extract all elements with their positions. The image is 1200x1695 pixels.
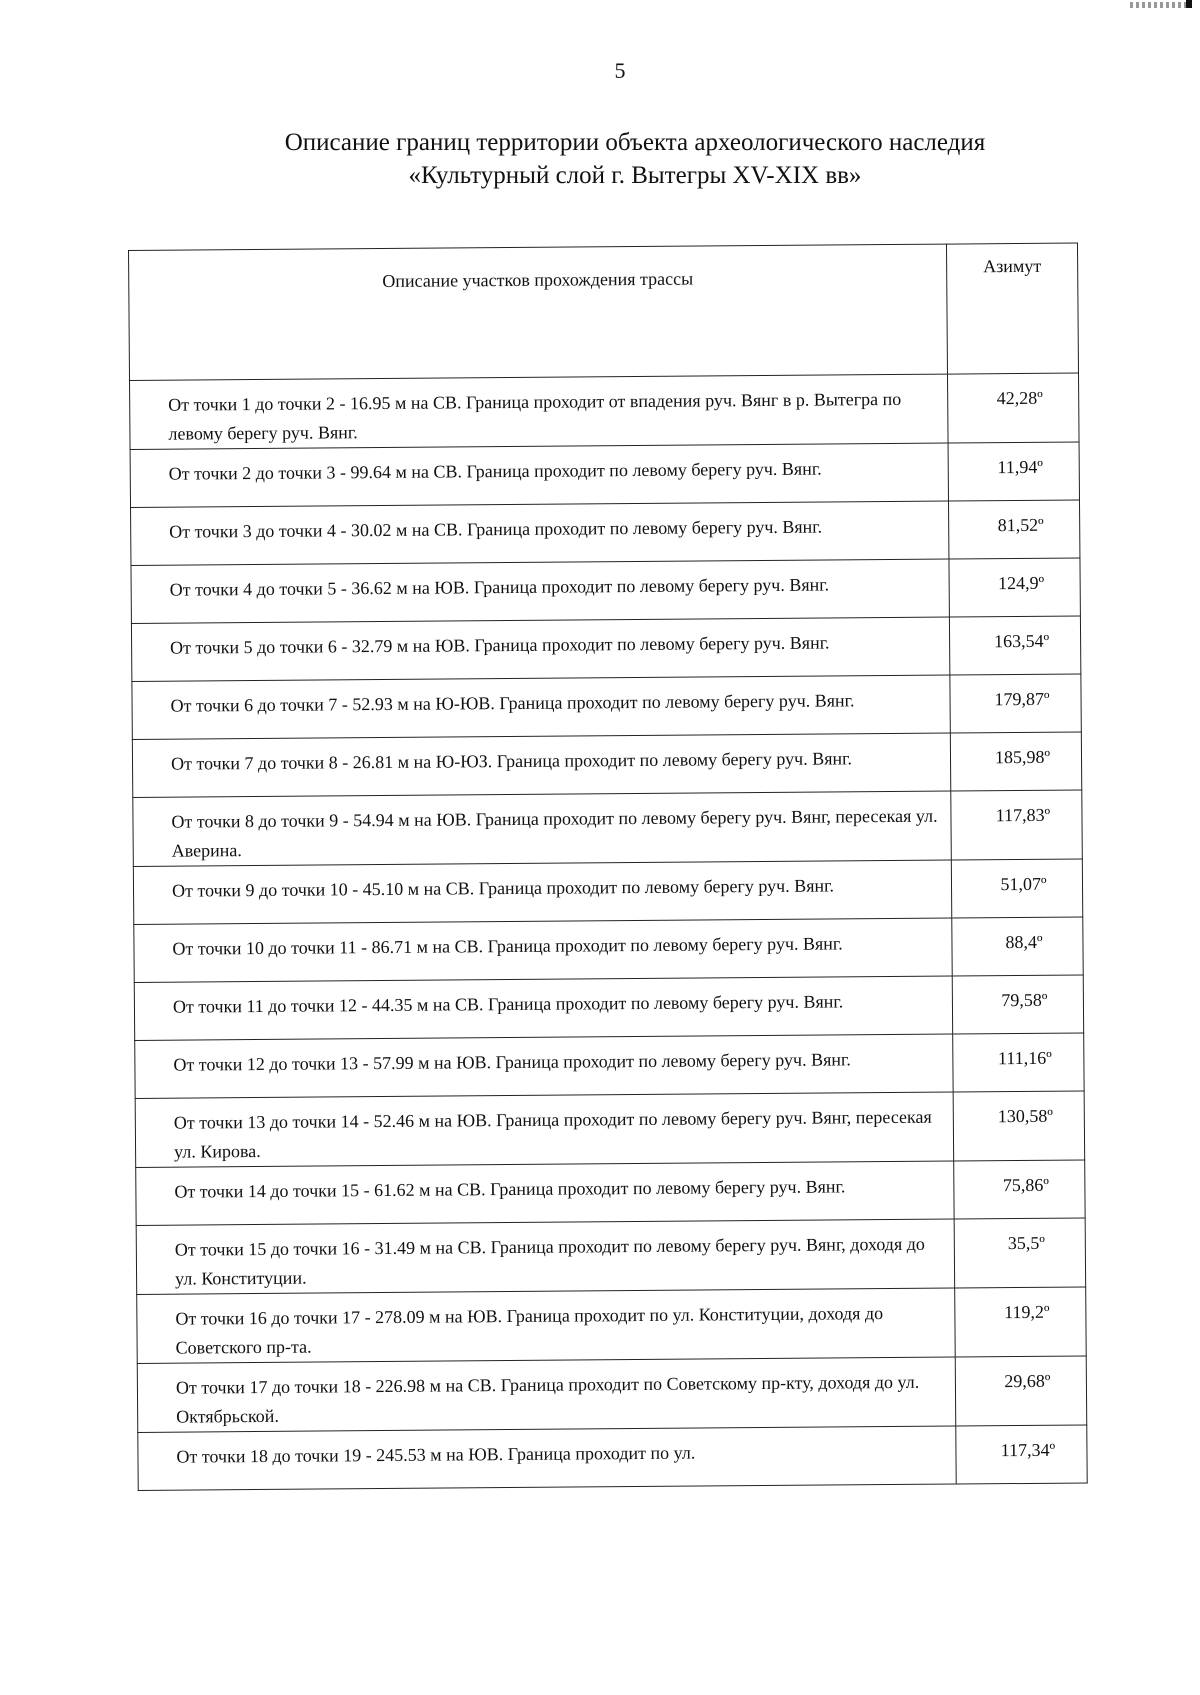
table-row [131,500,1080,565]
segment-description: От точки 1 до точки 2 - 16.95 м на СВ. Граница проходит от впадения руч. Вянг в р. Вытегра по левому берегу руч. Вянг. [130,374,949,449]
table-row [134,975,1083,1040]
table-row [132,732,1081,797]
document-title [0,126,1200,192]
table-row [130,373,1080,449]
table-row [135,1091,1085,1167]
document-title-line-2: «Культурный слой г. Вытегры XV-XIX вв» [408,162,862,189]
segment-description: От точки 9 до точки 10 - 45.10 м на СВ. Граница проходит по левому берегу руч. Вянг. [133,860,951,924]
segment-azimuth: 119,2º [955,1287,1087,1357]
table-row [134,917,1083,982]
segment-azimuth: 124,9º [949,558,1080,617]
header-azimuth: Азимут [946,243,1078,374]
segment-azimuth: 81,52º [948,500,1079,559]
segment-description: От точки 18 до точки 19 - 245.53 м на ЮВ. Граница проходит по ул. [138,1426,956,1490]
segment-azimuth: 79,58º [952,975,1083,1034]
table-header-row [129,243,1079,380]
segment-azimuth: 75,86º [954,1160,1085,1219]
segment-description: От точки 17 до точки 18 - 226.98 м на СВ. Граница проходит по Советскому пр-кту, доходя до ул. Октябрьской. [137,1357,956,1432]
table-row [131,558,1080,623]
table-row [132,674,1081,739]
segment-description: От точки 7 до точки 8 - 26.81 м на Ю-ЮЗ. Граница проходит по левому берегу руч. Вянг. [132,733,950,797]
segment-azimuth: 35,5º [954,1218,1086,1288]
table-row [133,790,1083,866]
page-number: 5 [614,58,626,83]
segment-azimuth: 130,58º [953,1091,1085,1161]
segment-azimuth: 88,4º [952,917,1083,976]
segment-azimuth: 11,94º [948,442,1079,501]
scan-corner-mark [1130,2,1190,8]
segment-description: От точки 6 до точки 7 - 52.93 м на Ю-ЮВ. Граница проходит по левому берегу руч. Вянг. [132,675,950,739]
segment-azimuth: 42,28º [947,373,1079,443]
document-title-line-1: Описание границ территории объекта археологического наследия [284,129,986,156]
segment-azimuth: 163,54º [949,616,1080,675]
boundary-table [128,243,1088,1491]
segment-description: От точки 12 до точки 13 - 57.99 м на ЮВ. Граница проходит по левому берегу руч. Вянг. [135,1034,953,1098]
segment-azimuth: 117,34º [956,1425,1087,1484]
segment-description: От точки 2 до точки 3 - 99.64 м на СВ. Граница проходит по левому берегу руч. Вянг. [130,443,948,507]
segment-azimuth: 179,87º [950,674,1081,733]
header-description: Описание участков прохождения трассы [129,244,948,380]
table-row [130,442,1079,507]
segment-description: От точки 5 до точки 6 - 32.79 м на ЮВ. Граница проходит по левому берегу руч. Вянг. [131,617,949,681]
segment-azimuth: 185,98º [950,732,1081,791]
segment-azimuth: 117,83º [951,790,1083,860]
segment-description: От точки 11 до точки 12 - 44.35 м на СВ. Граница проходит по левому берегу руч. Вянг. [134,976,952,1040]
table-row [133,859,1082,924]
table-row [135,1033,1084,1098]
segment-description: От точки 14 до точки 15 - 61.62 м на СВ. Граница проходит по левому берегу руч. Вянг. [136,1161,954,1225]
table-row [136,1218,1086,1294]
table-row [131,616,1080,681]
table-row [136,1160,1085,1225]
table-row [137,1287,1087,1363]
segment-description: От точки 13 до точки 14 - 52.46 м на ЮВ. Граница проходит по левому берегу руч. Вянг, пересекая ул. Кирова. [135,1092,954,1167]
segment-description: От точки 3 до точки 4 - 30.02 м на СВ. Граница проходит по левому берегу руч. Вянг. [131,501,949,565]
segment-azimuth: 29,68º [955,1356,1087,1426]
table-row [137,1356,1087,1432]
segment-description: От точки 10 до точки 11 - 86.71 м на СВ. Граница проходит по левому берегу руч. Вянг. [134,918,952,982]
segment-azimuth: 51,07º [951,859,1082,918]
table-row [138,1425,1087,1490]
segment-description: От точки 15 до точки 16 - 31.49 м на СВ. Граница проходит по левому берегу руч. Вянг, доходя до ул. Конституции. [136,1219,955,1294]
segment-description: От точки 16 до точки 17 - 278.09 м на ЮВ. Граница проходит по ул. Конституции, доходя до Советского пр-та. [137,1288,956,1363]
segment-azimuth: 111,16º [953,1033,1084,1092]
segment-description: От точки 8 до точки 9 - 54.94 м на ЮВ. Граница проходит по левому берегу руч. Вянг, пересекая ул. Аверина. [133,791,952,866]
segment-description: От точки 4 до точки 5 - 36.62 м на ЮВ. Граница проходит по левому берегу руч. Вянг. [131,559,949,623]
